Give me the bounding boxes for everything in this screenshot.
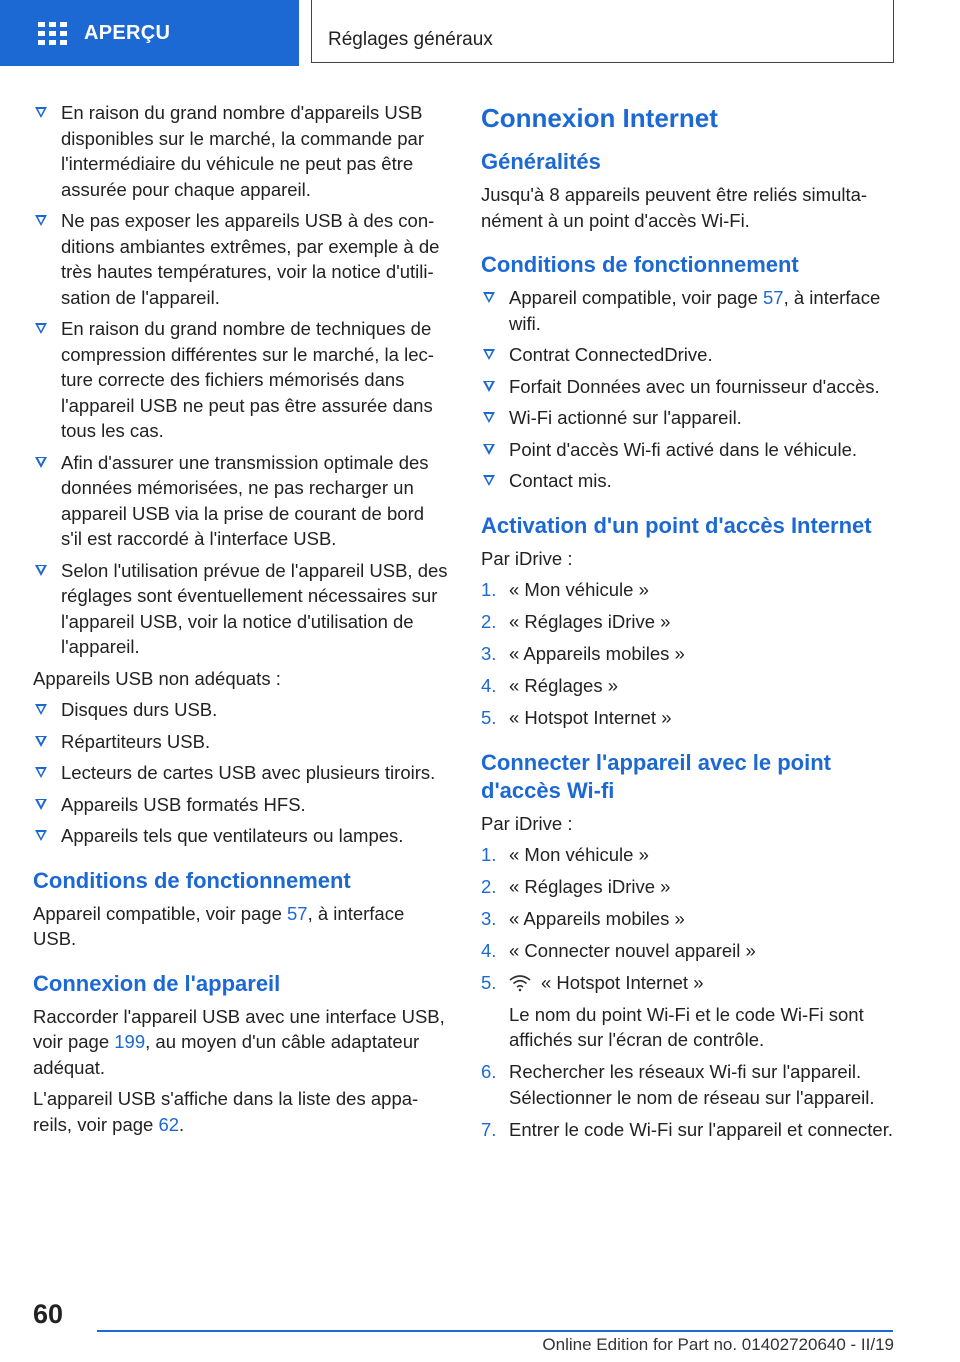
general-text: Jusqu'à 8 appareils peuvent être reliés simultanément à un point d'accès Wi-Fi.: [481, 184, 868, 231]
triangle-bullet-icon: [35, 323, 47, 334]
list-item: En raison du grand nombre de techniques de compression différentes sur le marché, la lecture correcte des fichiers mémorisés dans l'appareil USB ne peut pas être assurée dans tous les cas.: [33, 316, 449, 444]
unsuitable-devices-list: [33, 697, 449, 849]
step-item: 5. « Hotspot Internet » Le nom du point Wi-Fi et le code Wi-Fi sont affichés sur l'écran de contrôle.: [481, 972, 864, 1050]
par-idrive-2: Par iDrive :: [481, 812, 573, 834]
wifi-icon: [509, 974, 531, 992]
wifi-conditions-list: [481, 285, 893, 494]
triangle-bullet-icon: [35, 799, 47, 810]
page-number: 60: [33, 1299, 64, 1329]
list-item: Appareil compatible, voir page 57, à interface wifi.: [481, 285, 893, 336]
page-link[interactable]: 57: [287, 902, 308, 924]
list-item: Selon l'utilisation prévue de l'appareil USB, des réglages sont éventuellement nécessaires sur l'appareil USB, voir la notice d'utilisation de l'appareil.: [33, 558, 449, 660]
heading-general: Généralités: [481, 149, 601, 174]
triangle-bullet-icon: [483, 292, 495, 303]
section-tab[interactable]: [311, 0, 894, 63]
triangle-bullet-icon: [483, 444, 495, 455]
triangle-bullet-icon: [35, 830, 47, 841]
edition-text: Online Edition for Part no. 01402720640 - II/19: [542, 1335, 894, 1354]
list-item: Répartiteurs USB.: [33, 729, 449, 755]
heading-connect-device: Connecter l'appareil avec le point d'accès Wi-fi: [481, 749, 832, 803]
step-item: 1. « Mon véhicule »: [481, 579, 649, 600]
triangle-bullet-icon: [35, 767, 47, 778]
activation-steps: [481, 577, 893, 731]
heading-conditions-wifi: Conditions de fonctionnement: [481, 252, 799, 277]
list-item: Lecteurs de cartes USB avec plusieurs tiroirs.: [33, 760, 449, 786]
list-item: Contact mis.: [481, 468, 893, 494]
list-item: Afin d'assurer une transmission optimale des données mémorisées, ne pas recharger un appareil USB via la prise de courant de bord s'il est raccordé à l'interface USB.: [33, 450, 449, 552]
right-column: [481, 100, 893, 1149]
heading-device-connection: Connexion de l'appareil: [33, 970, 281, 996]
list-item: Point d'accès Wi-fi activé dans le véhicule.: [481, 437, 893, 463]
triangle-bullet-icon: [483, 412, 495, 423]
step-item: 2. « Réglages iDrive »: [481, 611, 671, 632]
par-idrive: Par iDrive :: [481, 547, 573, 569]
list-item: Appareils tels que ventilateurs ou lampes.: [33, 823, 449, 849]
list-item: Ne pas exposer les appareils USB à des conditions ambiantes extrêmes, par exemple à de très hautes températures, voir la notice d'utilisation de l'appareil.: [33, 208, 449, 310]
unsuitable-intro: Appareils USB non adéquats :: [33, 667, 281, 689]
step-item: 3. « Appareils mobiles »: [481, 643, 685, 664]
page-link[interactable]: 57: [763, 287, 784, 308]
triangle-bullet-icon: [35, 215, 47, 226]
triangle-bullet-icon: [483, 349, 495, 360]
page-link[interactable]: 62: [158, 1113, 180, 1135]
step-item: 2. « Réglages iDrive »: [481, 876, 671, 897]
connection-text-2: L'appareil USB s'affiche dans la liste des appareils, voir page 62.: [33, 1088, 419, 1135]
list-item: Wi-Fi actionné sur l'appareil.: [481, 405, 893, 431]
step-item: 6. Rechercher les réseaux Wi-fi sur l'appareil. Sélectionner le nom de réseau sur l'appareil.: [481, 1061, 875, 1108]
step-item: 7. Entrer le code Wi-Fi sur l'appareil et connecter.: [481, 1118, 893, 1140]
list-item: Forfait Données avec un fournisseur d'accès.: [481, 374, 893, 400]
overview-button[interactable]: [0, 0, 299, 66]
triangle-bullet-icon: [35, 107, 47, 118]
step-item: 1. « Mon véhicule »: [481, 844, 649, 865]
list-item: Appareils USB formatés HFS.: [33, 792, 449, 818]
list-item: Disques durs USB.: [33, 697, 449, 723]
section-title: Réglages généraux: [328, 29, 493, 50]
heading-activation: Activation d'un point d'accès Internet: [481, 512, 872, 538]
heading-internet-connection: Connexion Internet: [481, 103, 718, 133]
triangle-bullet-icon: [35, 736, 47, 747]
usb-notes-list: [33, 100, 449, 660]
left-column: [33, 100, 449, 1143]
triangle-bullet-icon: [483, 381, 495, 392]
step-item: 4. « Connecter nouvel appareil »: [481, 940, 756, 961]
overview-label: APERÇU: [84, 21, 171, 44]
list-item: Contrat ConnectedDrive.: [481, 342, 893, 368]
grid-icon: [38, 22, 68, 44]
connection-text-1: Raccorder l'appareil USB avec une interface USB, voir page 199, au moyen d'un câble adaptateur adéquat.: [33, 1005, 445, 1078]
step-item: 4. « Réglages »: [481, 675, 619, 696]
page-link[interactable]: 199: [114, 1031, 146, 1052]
top-bar: [0, 0, 960, 66]
list-item: En raison du grand nombre d'appareils USB disponibles sur le marché, la commande par l'intermédiaire du véhicule ne peut pas être assurée pour chaque appareil.: [33, 100, 449, 202]
footer-divider: [97, 1330, 893, 1332]
heading-conditions: Conditions de fonctionnement: [33, 867, 351, 893]
step-item: 5. « Hotspot Internet »: [481, 707, 672, 728]
step-item: 3. « Appareils mobiles »: [481, 908, 685, 929]
triangle-bullet-icon: [35, 704, 47, 715]
conditions-text: Appareil compatible, voir page 57, à interface USB.: [33, 902, 405, 949]
triangle-bullet-icon: [483, 475, 495, 486]
triangle-bullet-icon: [35, 565, 47, 576]
connect-steps: [481, 842, 893, 1142]
triangle-bullet-icon: [35, 457, 47, 468]
